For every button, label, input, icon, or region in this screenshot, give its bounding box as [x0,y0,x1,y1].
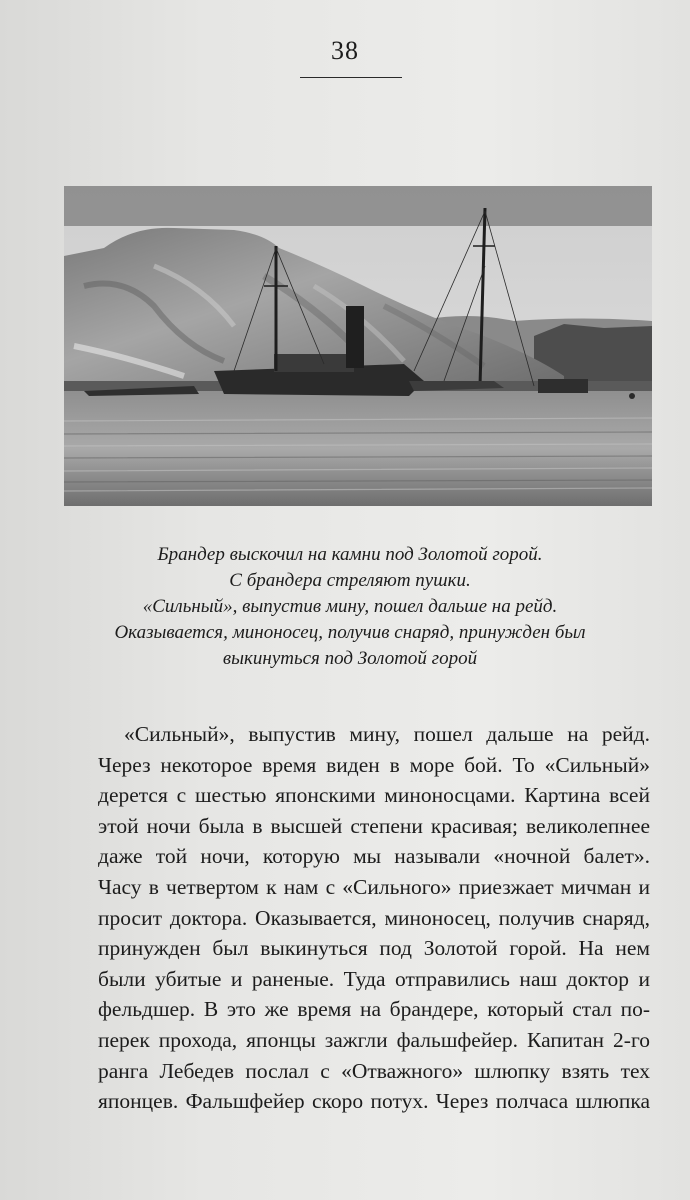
body-line: японцев. Фальшфейер скоро потух. Через полчаса шлюпка [98,1089,650,1114]
body-line: «Сильный», выпустив мину, пошел дальше на рейд. [124,722,650,746]
body-line: просит доктора. Оказывается, миноносец, получив снаряд, [98,905,650,930]
body-line: даже той ночи, которую мы называли «ночной балет». [98,844,650,869]
page-number: 38 [331,36,359,65]
body-line: ранга Лебедев послал с «Отважного» шлюпку взять тех [98,1058,650,1083]
body-paragraph [98,719,650,1117]
body-line: принужден был выкинуться под Золотой горой. На нем [98,936,650,961]
body-line: перек прохода, японцы зажгли фальшфейер. Капитан 2-го [98,1027,650,1052]
body-line: Часу в четвертом к нам с «Сильного» приезжает мичман и [98,874,650,899]
caption-line: выкинуться под Золотой горой [222,648,478,669]
caption-line: С брандера стреляют пушки. [229,570,471,591]
body-line: фельдшер. В это же время на брандере, который стал по- [98,997,650,1022]
body-line: были убитые и раненые. Туда отправились наш доктор и [98,966,650,991]
body-line: этой ночи была в высшей степени красивая; великолепнее [98,813,650,838]
figure-caption [110,542,590,672]
ship-photo [64,186,652,506]
header-rule [300,77,402,78]
body-line: Через некоторое время виден в море бой. То «Сильный» [98,752,650,777]
caption-line: «Сильный», выпустив мину, пошел дальше на рейд. [142,596,558,617]
caption-line: Оказывается, миноносец, получив снаряд, принужден был [114,622,586,643]
caption-line: Брандер выскочил на камни под Золотой горой. [157,544,543,565]
body-line: дерется с шестью японскими миноносцами. Картина всей [98,783,650,808]
